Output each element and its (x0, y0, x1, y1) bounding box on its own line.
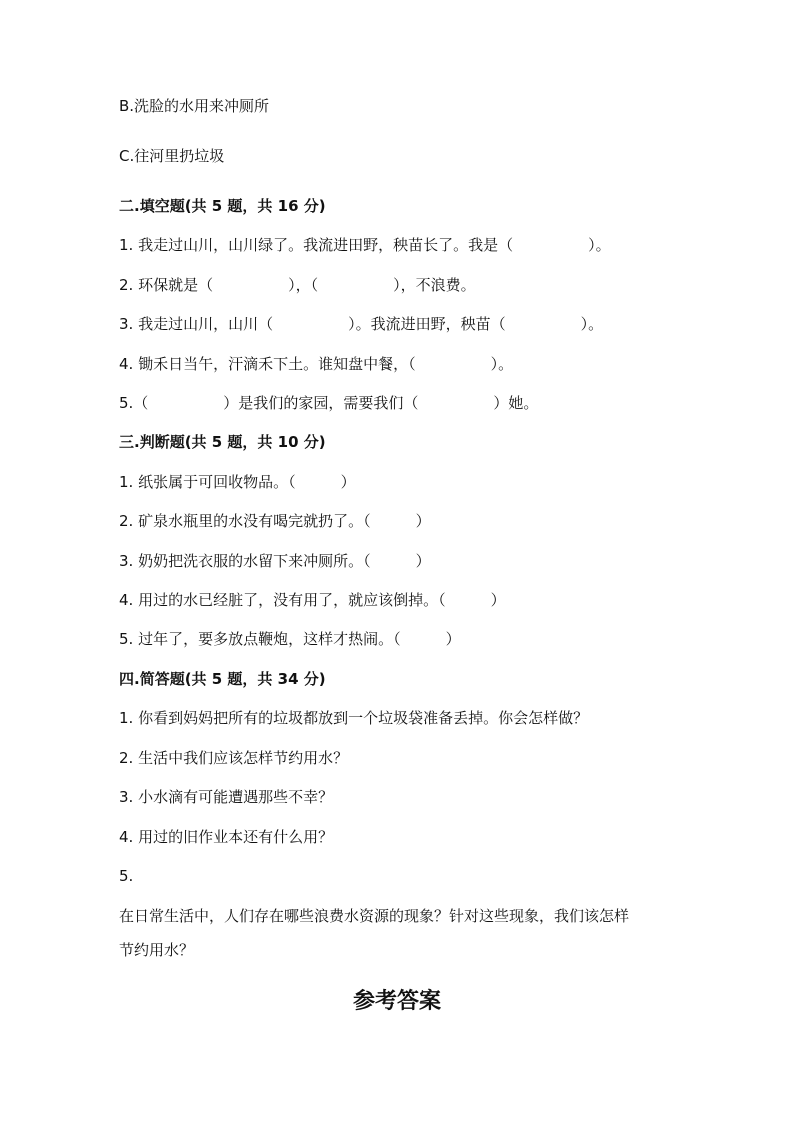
fill-blank-question: 2. 环保就是（ ），（ ），不浪费。 (119, 276, 476, 294)
true-false-question: 4. 用过的水已经脏了，没有用了，就应该倒掉。（ ） (119, 591, 506, 609)
short-answer-question: 3. 小水滴有可能遭遇那些不幸？ (119, 788, 334, 806)
true-false-question: 5. 过年了，要多放点鞭炮，这样才热闹。（ ） (119, 630, 461, 648)
section-heading-short-answer: 四.简答题(共 5 题，共 34 分) (119, 670, 326, 688)
short-answer-q5-text: 在日常生活中，人们存在哪些浪费水资源的现象？针对这些现象，我们该怎样 (119, 907, 630, 925)
short-answer-question: 4. 用过的旧作业本还有什么用？ (119, 828, 334, 846)
true-false-question: 3. 奶奶把洗衣服的水留下来冲厕所。（ ） (119, 552, 431, 570)
choice-option-b: B.洗脸的水用来冲厕所 (119, 97, 270, 115)
fill-blank-question: 3. 我走过山川，山川（ ）。我流进田野，秧苗（ ）。 (119, 315, 604, 333)
section-heading-fill-blank: 二.填空题(共 5 题，共 16 分) (119, 197, 326, 215)
section-heading-true-false: 三.判断题(共 5 题，共 10 分) (119, 433, 326, 451)
true-false-question: 1. 纸张属于可回收物品。（ ） (119, 473, 356, 491)
short-answer-question: 1. 你看到妈妈把所有的垃圾都放到一个垃圾袋准备丢掉。你会怎样做？ (119, 709, 589, 727)
short-answer-q5-text: 节约用水？ (119, 941, 195, 959)
fill-blank-question: 5.（ ）是我们的家园，需要我们（ ）她。 (119, 394, 539, 412)
short-answer-question: 2. 生活中我们应该怎样节约用水？ (119, 749, 349, 767)
short-answer-question: 5. (119, 867, 134, 885)
answer-key-title: 参考答案 (352, 988, 441, 1014)
fill-blank-question: 4. 锄禾日当午，汗滴禾下土。谁知盘中餐，（ ）。 (119, 355, 514, 373)
choice-option-c: C.往河里扔垃圾 (119, 147, 225, 165)
true-false-question: 2. 矿泉水瓶里的水没有喝完就扔了。（ ） (119, 512, 431, 530)
fill-blank-question: 1. 我走过山川，山川绿了。我流进田野，秧苗长了。我是（ ）。 (119, 236, 611, 254)
